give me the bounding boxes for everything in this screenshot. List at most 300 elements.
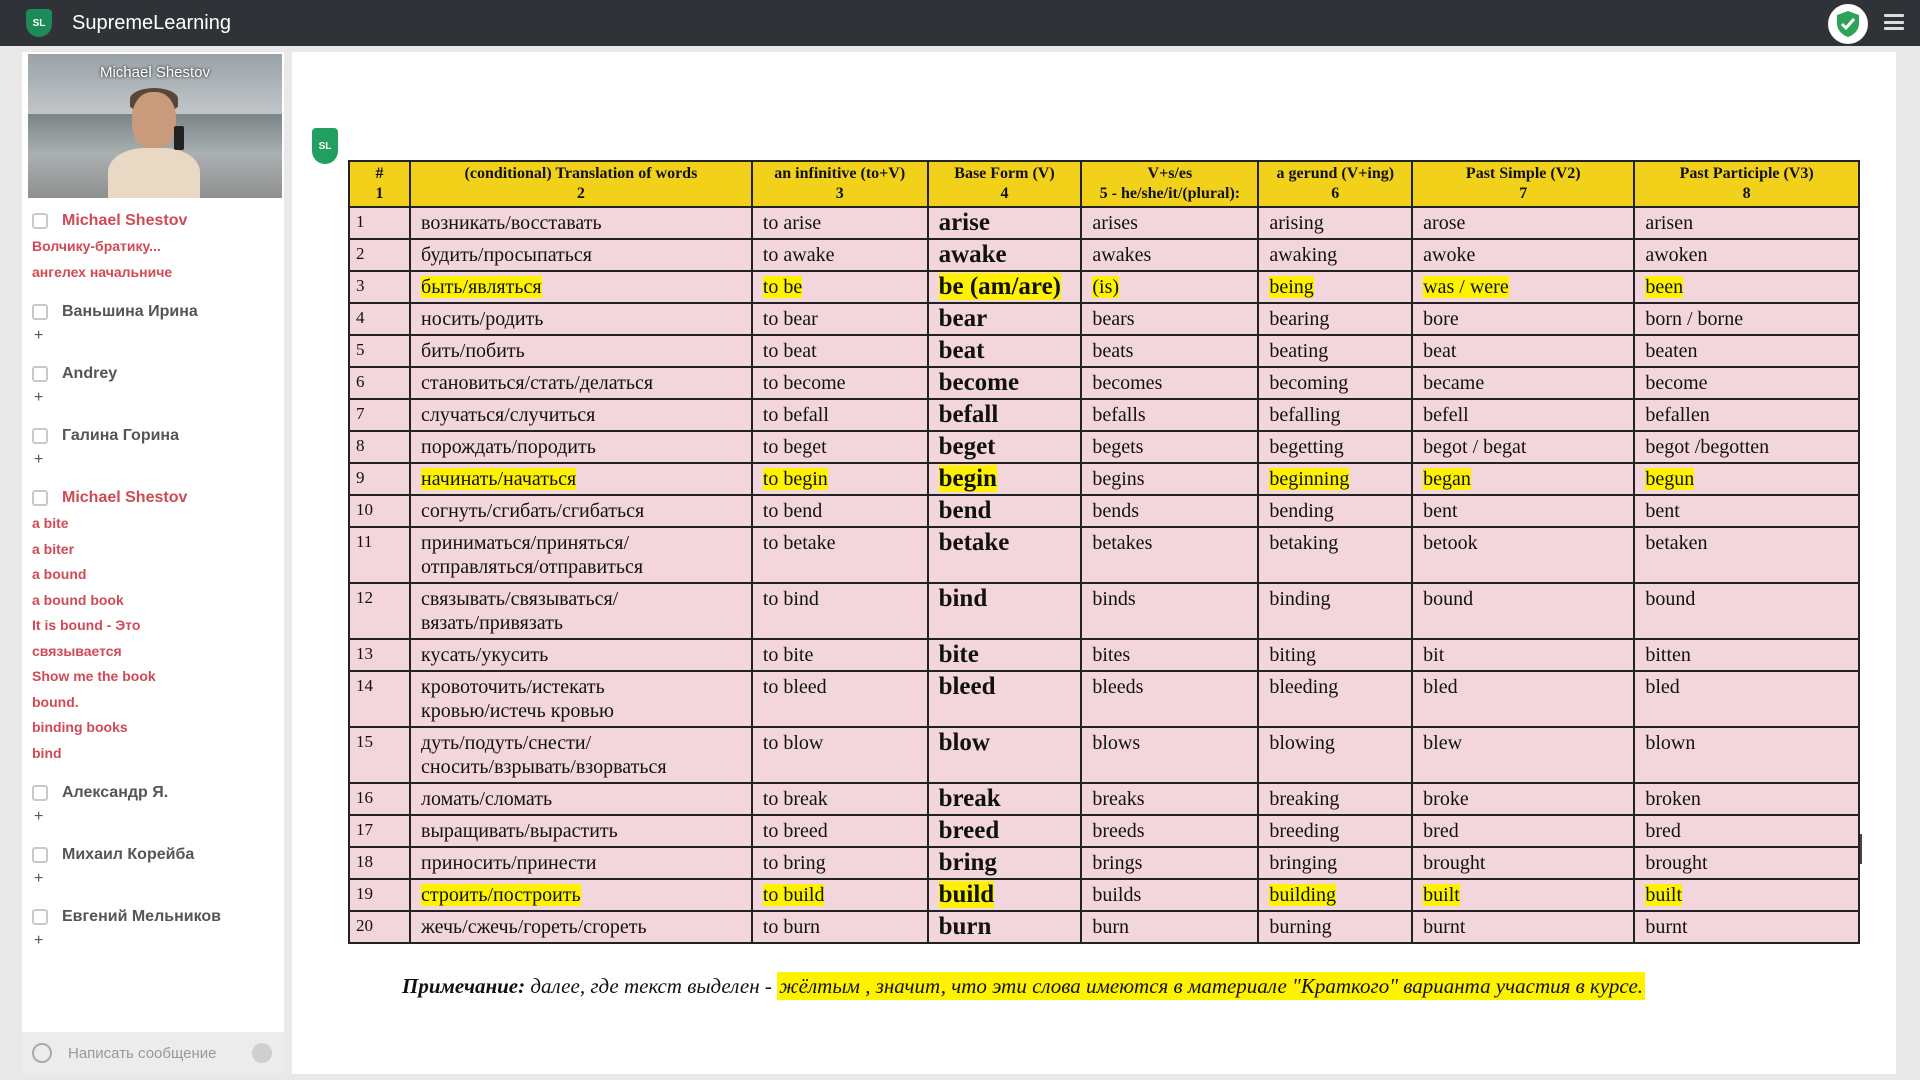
cell-text: arisen [1645,212,1694,234]
app-title: SupremeLearning [72,11,231,34]
table-cell [1412,783,1634,815]
user-icon [32,490,48,506]
table-cell [1412,911,1634,943]
table-cell [410,671,752,727]
message-text: + [34,870,44,887]
cell-text: bind [938,585,988,612]
table-cell [752,463,928,495]
cell-text: становиться/стать/делаться [421,372,654,394]
message-author: Михаил Корейба [62,846,195,863]
column-header-number: 8 [1742,185,1751,202]
table-cell [928,783,1082,815]
column-header-number: 2 [576,185,585,202]
table-cell [1258,399,1412,431]
table-cell [1412,463,1634,495]
table-cell [410,463,752,495]
cell-text: носить/родить [421,308,544,330]
cell-text: begun [1645,468,1695,490]
table-cell [349,783,410,815]
table-cell [1634,431,1859,463]
cell-text: to bend [762,500,823,522]
table-row [349,303,1859,335]
column-header-title: Past Participle (V3) [1679,165,1814,182]
table-cell [1412,583,1634,639]
message-author: Michael Shestov [62,212,188,229]
row-number: 18 [356,852,373,871]
cell-text: to beget [762,436,827,458]
table-cell [928,583,1082,639]
table-note [402,974,1645,999]
table-cell [1634,639,1859,671]
user-icon [32,304,48,320]
cell-text: bound [1645,588,1696,610]
cell-text: bend [938,497,992,524]
cell-text: betook [1423,532,1478,554]
cell-text: согнуть/сгибать/сгибаться [421,500,645,522]
table-cell [1412,879,1634,911]
table-cell [1634,911,1859,943]
table-cell [410,879,752,911]
teacher-video[interactable] [28,54,282,198]
column-header-number: 4 [1000,185,1009,202]
table-cell [1634,879,1859,911]
user-icon [32,785,48,801]
user-icon [32,213,48,229]
table-cell [1081,463,1258,495]
table-row [349,495,1859,527]
table-row [349,207,1859,239]
table-cell [1412,727,1634,783]
table-cell [752,671,928,727]
message-author: Michael Shestov [62,489,188,506]
table-cell [1634,303,1859,335]
row-number: 14 [356,676,373,695]
table-cell [752,879,928,911]
table-cell [1634,239,1859,271]
row-number: 4 [356,308,365,327]
user-icon [32,909,48,925]
cell-text: broke [1423,788,1469,810]
cell-text: bearing [1269,308,1330,330]
cell-text: to become [762,372,846,394]
table-row [349,783,1859,815]
cell-text: beating [1269,340,1329,362]
table-cell [928,335,1082,367]
table-row [349,727,1859,783]
send-icon[interactable] [252,1043,272,1063]
table-cell [752,727,928,783]
table-cell [349,207,410,239]
cell-text: breeds [1092,820,1145,842]
cell-text: bleeding [1269,676,1339,698]
cell-text: to bleed [762,676,827,698]
table-cell [928,399,1082,431]
table-cell [1081,431,1258,463]
table-cell [1081,583,1258,639]
table-cell [1081,303,1258,335]
table-cell [1081,239,1258,271]
cell-text: bled [1423,676,1458,698]
table-row [349,399,1859,431]
cell-text: builds [1092,884,1142,906]
table-cell [1634,527,1859,583]
table-cell [1412,815,1634,847]
table-cell [349,431,410,463]
table-cell [1412,303,1634,335]
cell-text: bending [1269,500,1334,522]
top-bar [0,0,1920,46]
message-text: ангелех начальниче [32,263,173,280]
cell-text: to bring [762,852,826,874]
cell-text: bent [1423,500,1458,522]
table-row [349,879,1859,911]
table-cell [752,239,928,271]
cell-text: building [1269,884,1337,906]
message-text: связывается [32,642,122,659]
cell-text: to break [762,788,828,810]
cell-text: burnt [1645,916,1688,938]
cell-text: bleed [938,673,996,700]
cell-text: приносить/принести [421,852,597,874]
message-text: + [34,451,44,468]
table-cell [928,271,1082,303]
cell-text: bends [1092,500,1140,522]
cell-text: to burn [762,916,821,938]
table-row [349,671,1859,727]
cell-text: to awake [762,244,835,266]
table-header-row [349,161,1859,207]
table-cell [410,207,752,239]
table-cell [1412,399,1634,431]
cell-text: break [938,785,1001,812]
shield-check-icon[interactable] [1828,4,1868,44]
message-text: + [34,808,44,825]
cell-text: приниматься/приняться/ отправляться/отправиться [421,532,644,578]
cell-text: befallen [1645,404,1710,426]
table-cell [1634,495,1859,527]
table-cell [349,303,410,335]
table-cell [1258,367,1412,399]
cell-text: to blow [762,732,824,754]
cell-text: bit [1423,644,1445,666]
user-icon [32,428,48,444]
cell-text: blow [938,729,990,756]
table-cell [1412,847,1634,879]
table-cell [1258,239,1412,271]
cell-text: blowing [1269,732,1335,754]
message-author: Andrey [62,365,118,382]
table-cell [928,815,1082,847]
table-cell [752,847,928,879]
chat-input-placeholder[interactable]: Написать сообщение [68,1044,217,1062]
video-participant-name: Michael Shestov [99,64,211,81]
cell-text: bear [938,305,988,332]
table-cell [752,431,928,463]
chat-message [32,423,284,471]
cell-text: to betake [762,532,836,554]
cell-text: awakes [1092,244,1152,266]
table-cell [1634,367,1859,399]
row-number: 8 [356,436,365,455]
user-icon [32,847,48,863]
cell-text: to beat [762,340,817,362]
message-text: + [34,389,44,406]
row-number: 9 [356,468,365,487]
table-cell [1258,207,1412,239]
cell-text: brings [1092,852,1143,874]
column-header [410,161,752,207]
table-cell [1258,911,1412,943]
table-cell [928,367,1082,399]
row-number: 19 [356,884,373,903]
slide-area [292,52,1896,1074]
cell-text: built [1645,884,1682,906]
table-cell [1634,783,1859,815]
cell-text: build [938,881,995,908]
chat-input-bar[interactable] [22,1032,284,1074]
table-row [349,847,1859,879]
table-cell [1081,847,1258,879]
cell-text: bore [1423,308,1459,330]
cell-text: arises [1092,212,1138,234]
table-cell [928,671,1082,727]
cell-text: built [1423,884,1460,906]
table-cell [349,847,410,879]
cell-text: blown [1645,732,1696,754]
table-cell [410,239,752,271]
row-number: 5 [356,340,365,359]
table-cell [1081,783,1258,815]
cell-text: begins [1092,468,1145,490]
table-cell [349,815,410,847]
table-cell [410,303,752,335]
teacher-person [108,92,198,198]
table-cell [928,303,1082,335]
table-cell [928,727,1082,783]
cell-text: brought [1645,852,1708,874]
cell-text: become [938,369,1020,396]
table-cell [1081,911,1258,943]
chat-messages[interactable] [22,208,284,1032]
table-cell [349,335,410,367]
table-cell [1081,527,1258,583]
table-cell [928,495,1082,527]
table-row [349,335,1859,367]
cell-text: betakes [1092,532,1153,554]
table-cell [349,583,410,639]
table-row [349,815,1859,847]
cell-text: was / were [1423,276,1509,298]
row-number: 2 [356,244,365,263]
table-cell [928,431,1082,463]
cell-text: awoken [1645,244,1708,266]
row-number: 10 [356,500,373,519]
message-text: binding books [32,719,128,735]
chat-message [32,361,284,409]
table-cell [1634,583,1859,639]
chat-message [32,485,284,766]
hamburger-menu-icon[interactable] [1884,12,1904,32]
chat-message [32,904,284,952]
column-header-title: a gerund (V+ing) [1276,165,1395,182]
cell-text: beget [938,433,996,460]
table-cell [1081,815,1258,847]
cell-text: случаться/случиться [421,404,596,426]
table-cell [928,239,1082,271]
emoji-icon[interactable] [32,1043,52,1063]
table-cell [410,847,752,879]
column-header [1081,161,1258,207]
table-cell [1081,671,1258,727]
row-number: 13 [356,644,373,663]
table-cell [349,399,410,431]
table-cell [1081,495,1258,527]
cell-text: begot / begat [1423,436,1527,458]
chat-message [32,842,284,890]
cell-text: to arise [762,212,822,234]
cell-text: to bite [762,644,814,666]
table-cell [1412,495,1634,527]
cell-text: burn [938,913,992,940]
table-cell [752,335,928,367]
table-cell [349,727,410,783]
table-cell [928,911,1082,943]
table-cell [349,239,410,271]
cell-text: burn [1092,916,1130,938]
table-cell [1258,495,1412,527]
user-icon [32,366,48,382]
table-cell [410,639,752,671]
column-header [1634,161,1859,207]
table-cell [1634,271,1859,303]
column-header-title: V+s/es [1147,165,1193,182]
message-text: a bite [32,515,69,531]
column-header-number: 5 - he/she/it/(plural): [1099,185,1241,202]
table-cell [1081,639,1258,671]
cell-text: bite [938,641,979,668]
message-author: Евгений Мельников [62,908,221,925]
message-text: + [34,327,44,344]
cell-text: arise [938,209,990,236]
table-cell [349,639,410,671]
table-cell [1258,431,1412,463]
cell-text: befall [938,401,999,428]
cell-text: beat [938,337,985,364]
message-text: a bound [32,566,87,582]
cell-text: возникать/восставать [421,212,602,234]
cell-text: befalls [1092,404,1146,426]
row-number: 7 [356,404,365,423]
cell-text: awoke [1423,244,1476,266]
column-header-number: 3 [835,185,844,202]
column-header-number: 7 [1519,185,1528,202]
cell-text: bitten [1645,644,1691,666]
table-cell [1634,847,1859,879]
table-cell [349,527,410,583]
table-cell [1634,463,1859,495]
table-row [349,639,1859,671]
table-row [349,911,1859,943]
table-cell [1258,335,1412,367]
row-number: 17 [356,820,373,839]
table-cell [752,583,928,639]
cell-text: beats [1092,340,1134,362]
table-cell [410,495,752,527]
cell-text: befell [1423,404,1469,426]
table-cell [1081,335,1258,367]
table-cell [1412,527,1634,583]
cell-text: to breed [762,820,828,842]
table-cell [1081,879,1258,911]
table-cell [928,463,1082,495]
cell-text: выращивать/вырастить [421,820,618,842]
row-number: 15 [356,732,373,751]
irregular-verbs-table [348,160,1860,944]
row-number: 6 [356,372,365,391]
message-author: Галина Горина [62,427,179,444]
cell-text: become [1645,372,1708,394]
table-cell [1081,367,1258,399]
table-cell [1258,815,1412,847]
cell-text: будить/просыпаться [421,244,592,266]
cell-text: начинать/начаться [421,468,577,490]
cell-text: bent [1645,500,1680,522]
cell-text: to befall [762,404,829,426]
table-cell [752,495,928,527]
cell-text: begets [1092,436,1144,458]
cell-text: became [1423,372,1485,394]
table-row [349,367,1859,399]
message-text: + [34,932,44,949]
cell-text: beat [1423,340,1457,362]
row-number: 16 [356,788,373,807]
cell-text: becoming [1269,372,1349,394]
table-cell [1258,879,1412,911]
cell-text: жечь/сжечь/гореть/сгореть [421,916,647,938]
table-cell [410,727,752,783]
table-cell [1634,727,1859,783]
column-header-title: (conditional) Translation of words [464,165,698,182]
table-cell [410,815,752,847]
cell-text: bears [1092,308,1135,330]
table-cell [349,271,410,303]
table-cell [1634,207,1859,239]
table-cell [928,639,1082,671]
chat-message [32,299,284,347]
cell-text: bred [1423,820,1459,842]
table-cell [410,399,752,431]
column-header-title: # [375,165,384,182]
cell-text: arising [1269,212,1324,234]
table-cell [1258,727,1412,783]
message-text: Show me the book [32,668,156,684]
table-cell [410,783,752,815]
table-cell [410,911,752,943]
row-number: 12 [356,588,373,607]
slide-logo-icon: SL [312,128,338,164]
table-cell [1412,367,1634,399]
table-cell [1634,815,1859,847]
table-cell [1081,727,1258,783]
table-cell [1258,271,1412,303]
cell-text: bled [1645,676,1680,698]
cell-text: breaks [1092,788,1145,810]
table-row [349,463,1859,495]
cell-text: been [1645,276,1684,298]
cell-text: to be [762,276,803,298]
table-cell [349,879,410,911]
note-highlight: жёлтым , значит, что эти слова имеются в материале "Краткого" варианта участия в курсе. [779,974,1644,998]
